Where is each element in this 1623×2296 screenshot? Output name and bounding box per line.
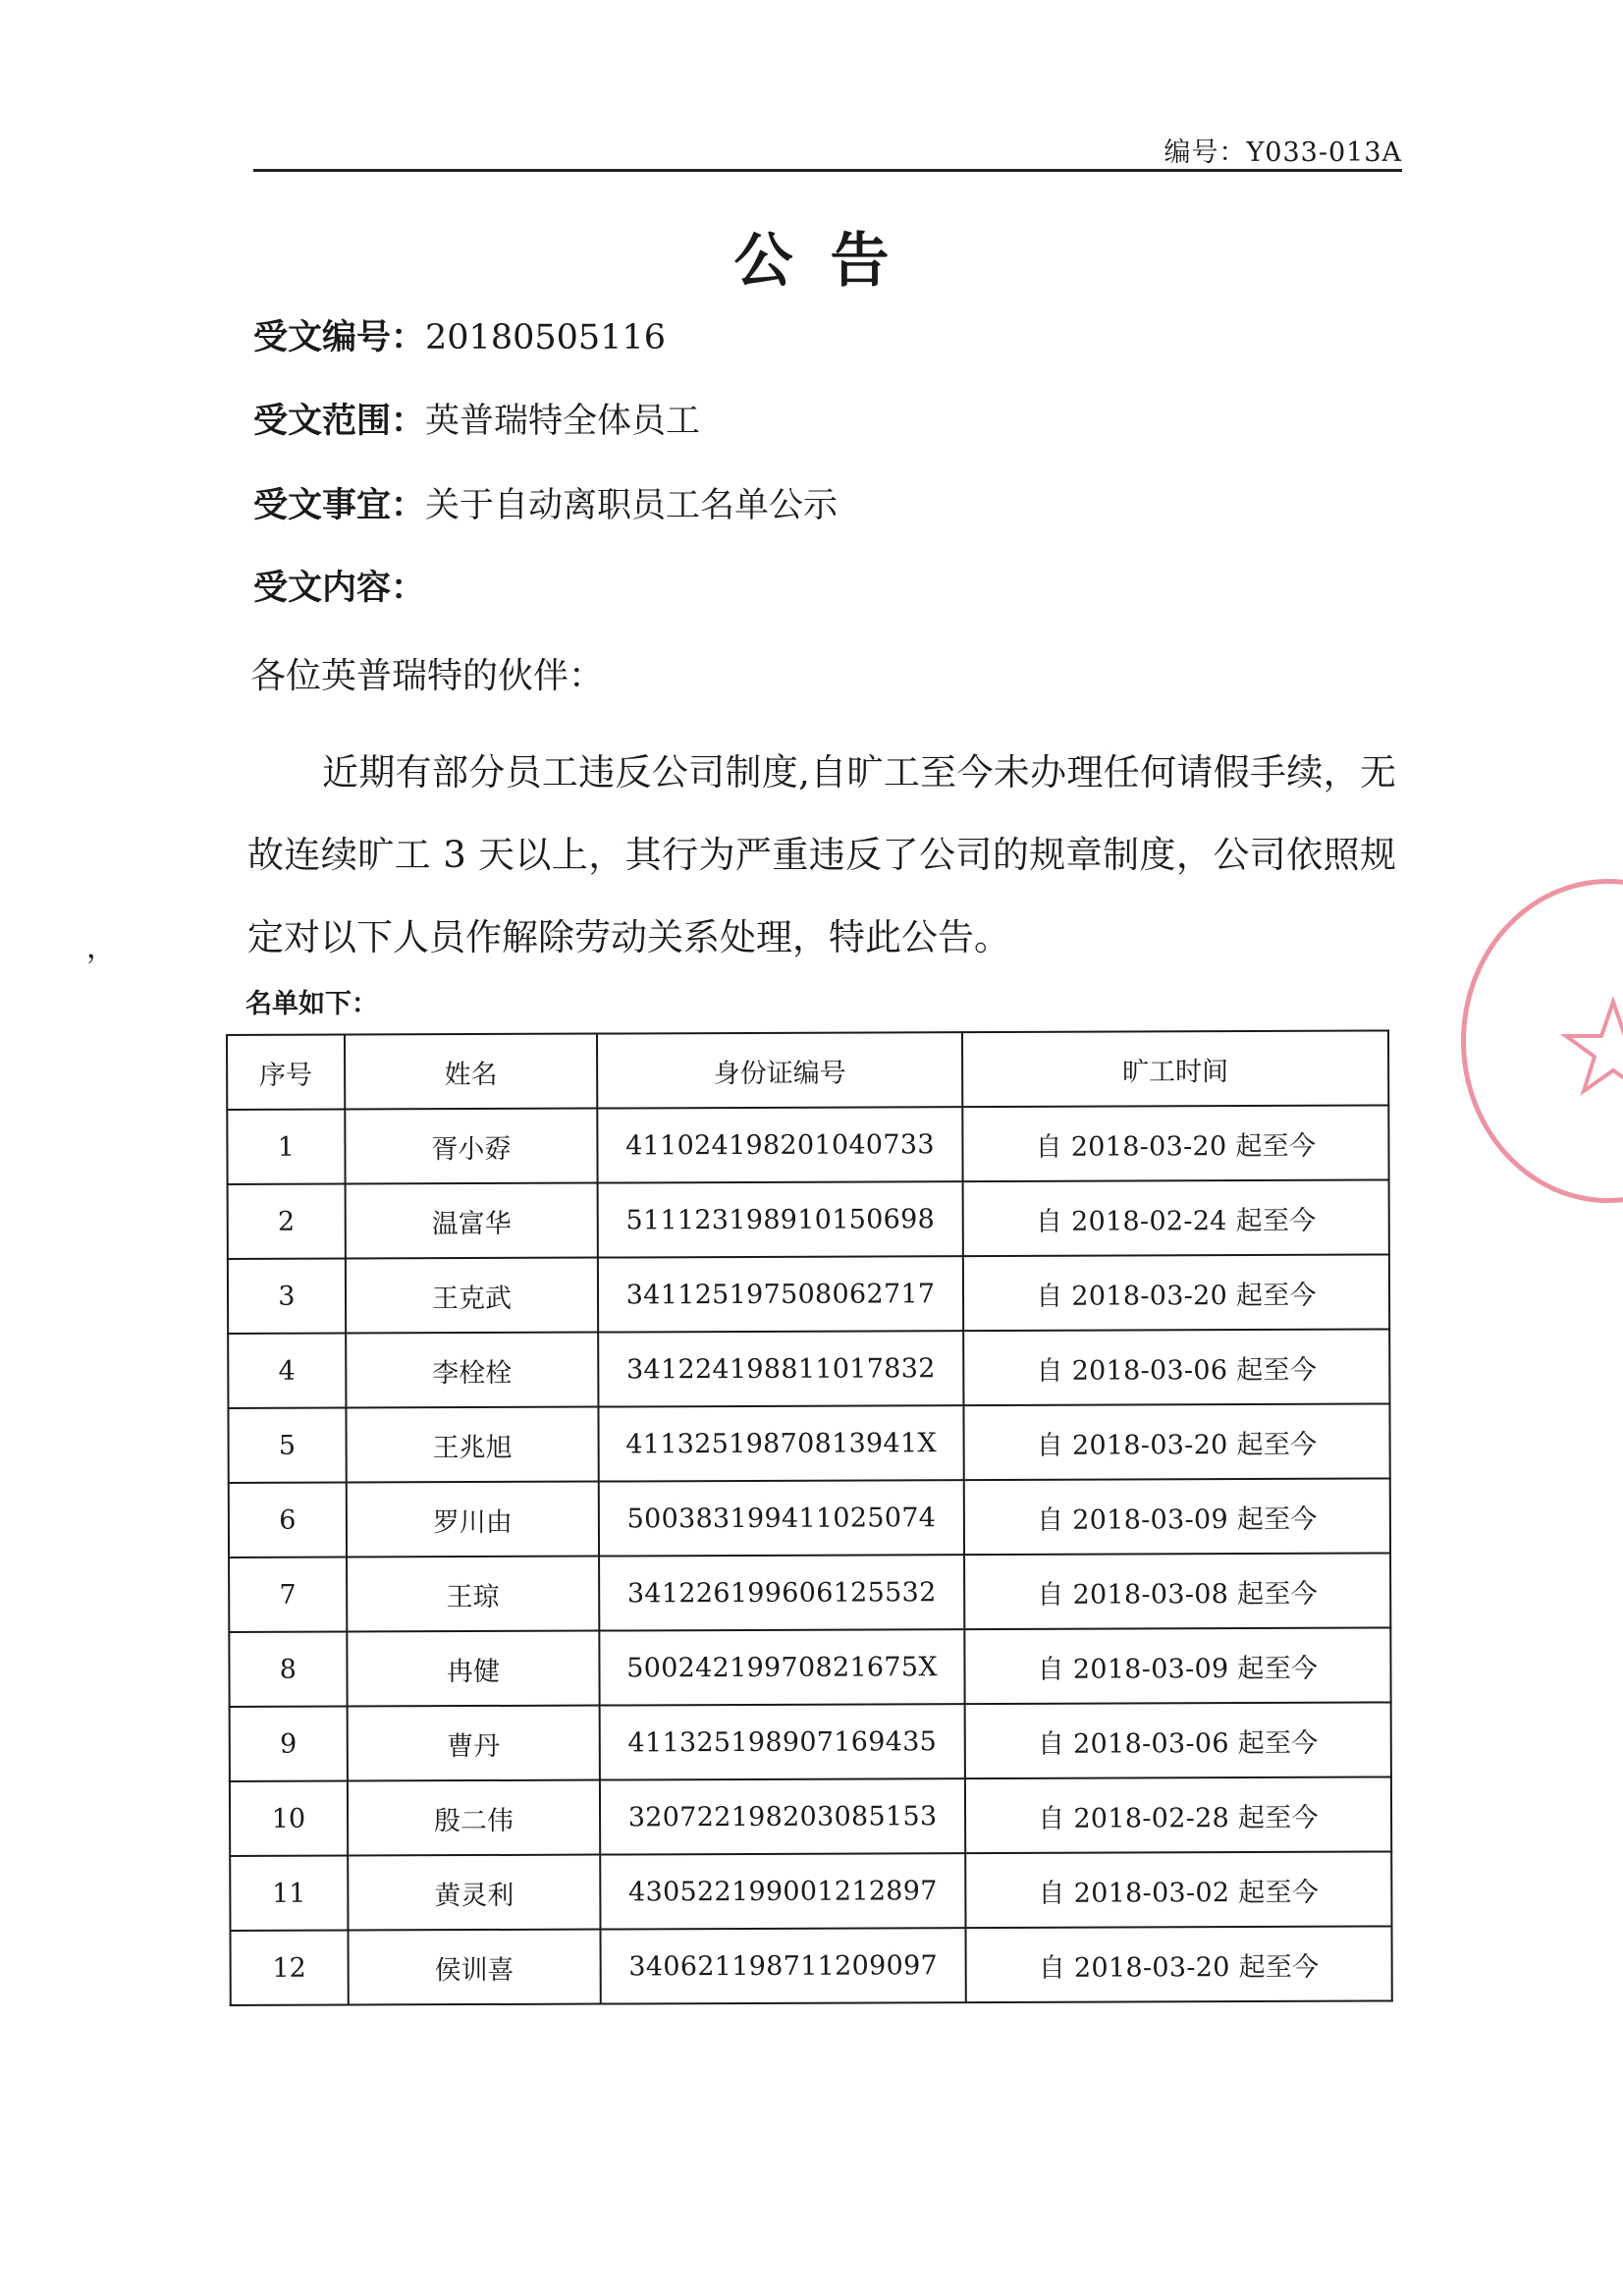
cell-name: 温富华 <box>345 1183 598 1259</box>
cell-absence: 自 2018-03-20 起至今 <box>963 1254 1389 1331</box>
notice-body: 近期有部分员工违反公司制度,自旷工至今未办理任何请假手续，无故连续旷工 3 天以上，其行为严重违反了公司的规章制度，公司依照规定对以下人员作解除劳动关系处理，特此公告。 <box>247 751 1396 958</box>
cell-absence: 自 2018-02-24 起至今 <box>963 1179 1389 1256</box>
cell-name: 王克武 <box>346 1258 599 1334</box>
cell-seq: 6 <box>229 1483 347 1558</box>
cell-id: 411325198907169435 <box>600 1704 965 1779</box>
cell-name: 曹丹 <box>347 1706 600 1781</box>
cell-seq: 8 <box>229 1632 347 1707</box>
header-id: 身份证编号 <box>597 1032 962 1108</box>
company-seal <box>1461 879 1623 1203</box>
meta-subject-value: 关于自动离职员工名单公示 <box>425 486 839 525</box>
table-row <box>228 1254 1389 1334</box>
table-row <box>228 1179 1389 1259</box>
meta-ref-no-value: 20180505116 <box>425 318 666 357</box>
seal-star-icon <box>1466 884 1623 1208</box>
meta-content <box>253 561 425 610</box>
list-heading: 名单如下： <box>245 989 378 1019</box>
cell-seq: 2 <box>228 1184 346 1259</box>
table-row <box>230 1777 1391 1856</box>
cell-name: 罗川由 <box>347 1482 600 1558</box>
meta-ref-no <box>253 310 666 359</box>
cell-seq: 7 <box>229 1558 347 1632</box>
meta-scope-value: 英普瑞特全体员工 <box>425 402 701 441</box>
cell-name: 黄灵利 <box>348 1855 601 1931</box>
table-row <box>229 1478 1390 1558</box>
meta-ref-no-label: 受文编号： <box>253 318 426 357</box>
cell-id: 341125197508062717 <box>598 1256 963 1332</box>
cell-id: 511123198910150698 <box>598 1181 963 1257</box>
document-number: 编号：Y033-013A <box>1163 137 1402 168</box>
cell-name: 王兆旭 <box>346 1407 599 1483</box>
cell-absence: 自 2018-03-09 起至今 <box>964 1627 1390 1704</box>
cell-id: 341226199606125532 <box>599 1555 964 1630</box>
cell-absence: 自 2018-03-09 起至今 <box>964 1478 1390 1555</box>
cell-absence: 自 2018-03-06 起至今 <box>965 1702 1391 1778</box>
table-row <box>229 1627 1390 1707</box>
cell-name: 侯训喜 <box>348 1930 601 2005</box>
cell-id: 411024198201040733 <box>597 1107 962 1182</box>
cell-absence: 自 2018-03-06 起至今 <box>963 1329 1389 1405</box>
cell-absence: 自 2018-03-08 起至今 <box>964 1553 1390 1629</box>
meta-subject <box>253 478 838 527</box>
greeting: 各位英普瑞特的伙伴： <box>250 656 605 696</box>
table-row <box>229 1553 1390 1632</box>
cell-id: 50024219970821675X <box>599 1629 964 1705</box>
header-seq: 序号 <box>227 1035 345 1110</box>
cell-name: 胥小孬 <box>345 1109 598 1184</box>
meta-subject-label: 受文事宜： <box>253 486 426 525</box>
cell-seq: 9 <box>230 1707 348 1781</box>
cell-id: 340621198711209097 <box>601 1928 966 2003</box>
meta-scope-label: 受文范围： <box>253 402 426 441</box>
cell-seq: 3 <box>228 1259 346 1334</box>
meta-scope <box>253 394 700 443</box>
cell-id: 341224198811017832 <box>598 1331 963 1406</box>
table-body <box>227 1105 1391 2005</box>
cell-name: 王琼 <box>347 1557 600 1632</box>
cell-id: 41132519870813941X <box>599 1405 964 1481</box>
cell-name: 冉健 <box>347 1631 600 1707</box>
table-row <box>231 1926 1392 2005</box>
table-row <box>228 1403 1389 1483</box>
meta-content-label: 受文内容： <box>253 569 426 608</box>
cell-seq: 12 <box>231 1931 349 2005</box>
cell-absence: 自 2018-03-02 起至今 <box>965 1851 1391 1928</box>
table-row <box>230 1702 1391 1781</box>
table-row <box>227 1105 1388 1184</box>
cell-absence: 自 2018-02-28 起至今 <box>965 1777 1391 1853</box>
cell-seq: 5 <box>228 1408 346 1483</box>
cell-id: 320722198203085153 <box>600 1778 965 1854</box>
cell-name: 殷二伟 <box>348 1780 601 1856</box>
cell-seq: 11 <box>230 1856 348 1931</box>
header-divider <box>253 169 1402 172</box>
header-absence: 旷工时间 <box>962 1030 1388 1107</box>
table-header-row <box>227 1030 1388 1110</box>
cell-seq: 4 <box>228 1334 346 1408</box>
dismissal-table <box>226 1029 1393 2006</box>
cell-id: 500383199411025074 <box>599 1480 964 1556</box>
stray-mark: ， <box>86 931 116 965</box>
page-title: 公告 <box>733 227 927 296</box>
cell-name: 李栓栓 <box>346 1333 599 1408</box>
header-name: 姓名 <box>345 1034 598 1110</box>
cell-id: 430522199001212897 <box>600 1853 965 1929</box>
table-row <box>230 1851 1391 1931</box>
cell-absence: 自 2018-03-20 起至今 <box>965 1926 1391 2002</box>
cell-seq: 10 <box>230 1781 348 1856</box>
cell-absence: 自 2018-03-20 起至今 <box>963 1403 1389 1480</box>
table-row <box>228 1329 1389 1408</box>
cell-absence: 自 2018-03-20 起至今 <box>962 1105 1388 1181</box>
cell-seq: 1 <box>227 1110 345 1184</box>
